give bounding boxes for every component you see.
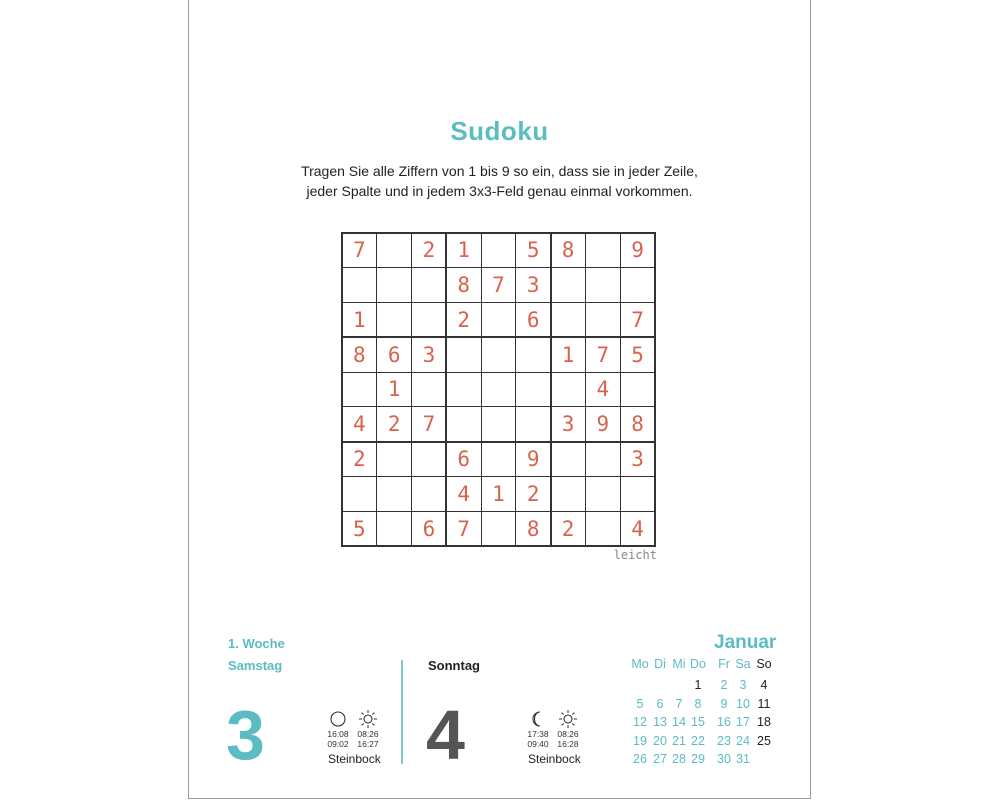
calendar-day: 21 <box>672 733 686 748</box>
grid-line <box>376 232 377 547</box>
sudoku-cell <box>585 442 620 477</box>
sudoku-cell: 5 <box>526 238 540 263</box>
sudoku-cell <box>377 511 412 546</box>
crescent-moon-icon <box>529 710 547 728</box>
calendar-day: 16 <box>717 715 731 729</box>
month-title: Januar <box>714 632 777 653</box>
sudoku-cell: 2 <box>353 447 366 472</box>
sudoku-cell: 1 <box>387 377 401 402</box>
sudoku-cell: 3 <box>422 342 436 367</box>
difficulty-label: leicht <box>613 548 657 562</box>
sudoku-cell <box>516 337 551 372</box>
saturday-zodiac: Steinbock <box>328 752 381 766</box>
sudoku-cell <box>446 337 481 372</box>
sudoku-cell <box>585 233 620 268</box>
sudoku-cell <box>377 233 412 268</box>
sudoku-cell <box>412 268 447 303</box>
grid-line <box>341 406 656 407</box>
sudoku-cell <box>377 476 412 511</box>
sudoku-cell <box>412 442 447 477</box>
sudoku-cell <box>377 268 412 303</box>
sudoku-cell: 3 <box>561 412 575 437</box>
calendar-day: 15 <box>691 715 705 729</box>
sudoku-cell <box>481 233 516 268</box>
sudoku-cell <box>551 476 586 511</box>
sudoku-cell: 4 <box>631 516 644 541</box>
sudoku-cell <box>481 442 516 477</box>
calendar-day: 7 <box>675 696 683 711</box>
calendar-day: 11 <box>757 696 771 711</box>
sunday-label: Sonntag <box>428 658 480 673</box>
sudoku-cell: 7 <box>492 273 505 298</box>
full-moon-icon <box>329 710 347 728</box>
grid-line <box>481 232 482 547</box>
sudoku-cell: 5 <box>353 516 366 541</box>
calendar-weekday-header: Di <box>654 657 666 671</box>
grid-line <box>550 232 552 547</box>
sudoku-cell <box>551 372 586 407</box>
sudoku-cell: 8 <box>353 342 366 367</box>
instructions-line-2: jeder Spalte und in jedem 3x3-Feld genau einmal vorkommen. <box>306 183 693 199</box>
sun-icon <box>558 709 578 729</box>
sudoku-cell <box>446 407 481 442</box>
grid-line <box>620 232 621 547</box>
sudoku-cell: 6 <box>526 307 540 332</box>
sudoku-cell: 7 <box>631 307 644 332</box>
grid-line <box>341 441 656 443</box>
sudoku-cell <box>620 268 655 303</box>
sudoku-cell <box>620 372 655 407</box>
calendar-day: 17 <box>736 715 750 729</box>
saturday-moon-times: 16:08 09:02 <box>327 729 349 749</box>
instructions <box>188 161 811 201</box>
calendar-day: 10 <box>736 696 750 711</box>
grid-line <box>654 232 656 547</box>
sudoku-cell: 1 <box>353 307 366 332</box>
calendar-day: 23 <box>717 733 731 748</box>
sudoku-cell <box>481 372 516 407</box>
sudoku-cell <box>620 476 655 511</box>
grid-line <box>585 232 586 547</box>
sudoku-cell <box>377 442 412 477</box>
sudoku-grid <box>342 233 655 546</box>
calendar-day: 13 <box>653 715 667 729</box>
calendar-day: 19 <box>633 733 647 748</box>
sudoku-cell: 9 <box>526 447 540 472</box>
sudoku-cell: 6 <box>387 342 401 367</box>
sudoku-cell: 4 <box>353 412 366 437</box>
sudoku-cell: 2 <box>526 481 540 506</box>
sudoku-cell <box>342 268 377 303</box>
grid-line <box>341 302 656 303</box>
sudoku-cell <box>342 372 377 407</box>
sudoku-cell <box>585 511 620 546</box>
calendar-day: 26 <box>633 752 647 766</box>
sudoku-cell <box>481 511 516 546</box>
grid-line <box>341 511 656 512</box>
calendar-day: 14 <box>672 715 686 729</box>
calendar-day: 4 <box>760 678 768 692</box>
sudoku-cell <box>585 268 620 303</box>
sudoku-cell: 1 <box>492 481 505 506</box>
calendar-day: 2 <box>720 678 728 692</box>
grid-line <box>445 232 447 547</box>
sudoku-cell <box>551 442 586 477</box>
sudoku-cell <box>481 407 516 442</box>
sudoku-cell <box>585 303 620 338</box>
sudoku-cell: 4 <box>457 481 471 506</box>
sudoku-cell: 3 <box>631 447 644 472</box>
calendar-day: 12 <box>633 715 647 729</box>
sudoku-cell: 2 <box>422 238 436 263</box>
calendar-day: 5 <box>636 696 644 711</box>
sudoku-cell: 7 <box>457 516 471 541</box>
instructions-line-1: Tragen Sie alle Ziffern von 1 bis 9 so ein, dass sie in jeder Zeile, <box>301 163 698 179</box>
grid-line <box>341 232 343 547</box>
sudoku-cell: 2 <box>457 307 471 332</box>
calendar-day: 20 <box>653 733 667 748</box>
sudoku-cell <box>551 268 586 303</box>
calendar-day: 18 <box>757 715 771 729</box>
sudoku-cell <box>412 303 447 338</box>
grid-line <box>341 267 656 268</box>
calendar-day: 30 <box>717 752 731 766</box>
calendar-day: 1 <box>694 678 702 692</box>
calendar-weekday-header: Sa <box>735 657 751 671</box>
calendar-day: 25 <box>757 733 771 748</box>
calendar-weekday-header: Do <box>690 657 706 671</box>
calendar-day: 31 <box>736 752 750 766</box>
sudoku-cell: 7 <box>596 342 610 367</box>
sun-icon <box>358 709 378 729</box>
sudoku-cell: 5 <box>631 342 644 367</box>
sudoku-cell: 6 <box>457 447 471 472</box>
day-divider <box>401 660 403 764</box>
grid-line <box>341 372 656 373</box>
page-title: Sudoku <box>450 116 549 146</box>
calendar-day: 27 <box>653 752 667 766</box>
sudoku-cell: 1 <box>457 238 471 263</box>
sudoku-cell: 7 <box>422 412 436 437</box>
grid-line <box>515 232 516 547</box>
sunday-date-number: 4 <box>426 696 465 774</box>
grid-line <box>341 545 656 547</box>
sudoku-cell: 3 <box>526 273 540 298</box>
sudoku-cell <box>481 303 516 338</box>
sunday-sun-times: 08:26 16:28 <box>557 729 579 749</box>
calendar-weekday-header: Mi <box>672 657 686 671</box>
calendar-weekday-header: So <box>756 657 772 671</box>
sudoku-cell <box>412 372 447 407</box>
sudoku-cell <box>516 372 551 407</box>
week-label: 1. Woche <box>228 636 285 651</box>
sudoku-cell: 8 <box>526 516 540 541</box>
calendar-day: 3 <box>739 678 747 692</box>
sudoku-cell <box>551 303 586 338</box>
grid-line <box>341 336 656 338</box>
sunday-zodiac: Steinbock <box>528 752 581 766</box>
sudoku-cell <box>585 476 620 511</box>
sudoku-cell: 8 <box>561 238 575 263</box>
sudoku-cell: 2 <box>561 516 575 541</box>
calendar-day: 28 <box>672 752 686 766</box>
calendar-day: 29 <box>691 752 705 766</box>
saturday-sun-times: 08:26 16:27 <box>357 729 379 749</box>
sudoku-cell <box>377 303 412 338</box>
grid-line <box>411 232 412 547</box>
saturday-date-number: 3 <box>226 696 265 774</box>
calendar-day: 22 <box>691 733 705 748</box>
calendar-weekday-header: Mo <box>631 657 649 671</box>
saturday-label: Samstag <box>228 658 283 673</box>
calendar-day: 24 <box>736 733 750 748</box>
sudoku-cell <box>446 372 481 407</box>
calendar-day: 6 <box>656 696 664 711</box>
sudoku-cell: 9 <box>596 412 610 437</box>
sudoku-cell: 8 <box>457 273 471 298</box>
sunday-moon-times: 17:38 09:40 <box>527 729 549 749</box>
calendar-day: 9 <box>720 696 728 711</box>
grid-line <box>341 476 656 477</box>
sudoku-cell: 1 <box>561 342 575 367</box>
sudoku-cell <box>481 337 516 372</box>
sudoku-cell <box>412 476 447 511</box>
calendar-weekday-header: Fr <box>718 657 730 671</box>
sudoku-cell <box>516 407 551 442</box>
sudoku-cell: 7 <box>353 238 366 263</box>
sudoku-cell: 4 <box>596 377 610 402</box>
sudoku-cell <box>342 476 377 511</box>
grid-line <box>341 232 656 234</box>
sudoku-cell: 8 <box>631 412 644 437</box>
sudoku-cell: 9 <box>631 238 644 263</box>
sudoku-cell: 2 <box>387 412 401 437</box>
sudoku-cell: 6 <box>422 516 436 541</box>
calendar-day: 8 <box>694 696 702 711</box>
